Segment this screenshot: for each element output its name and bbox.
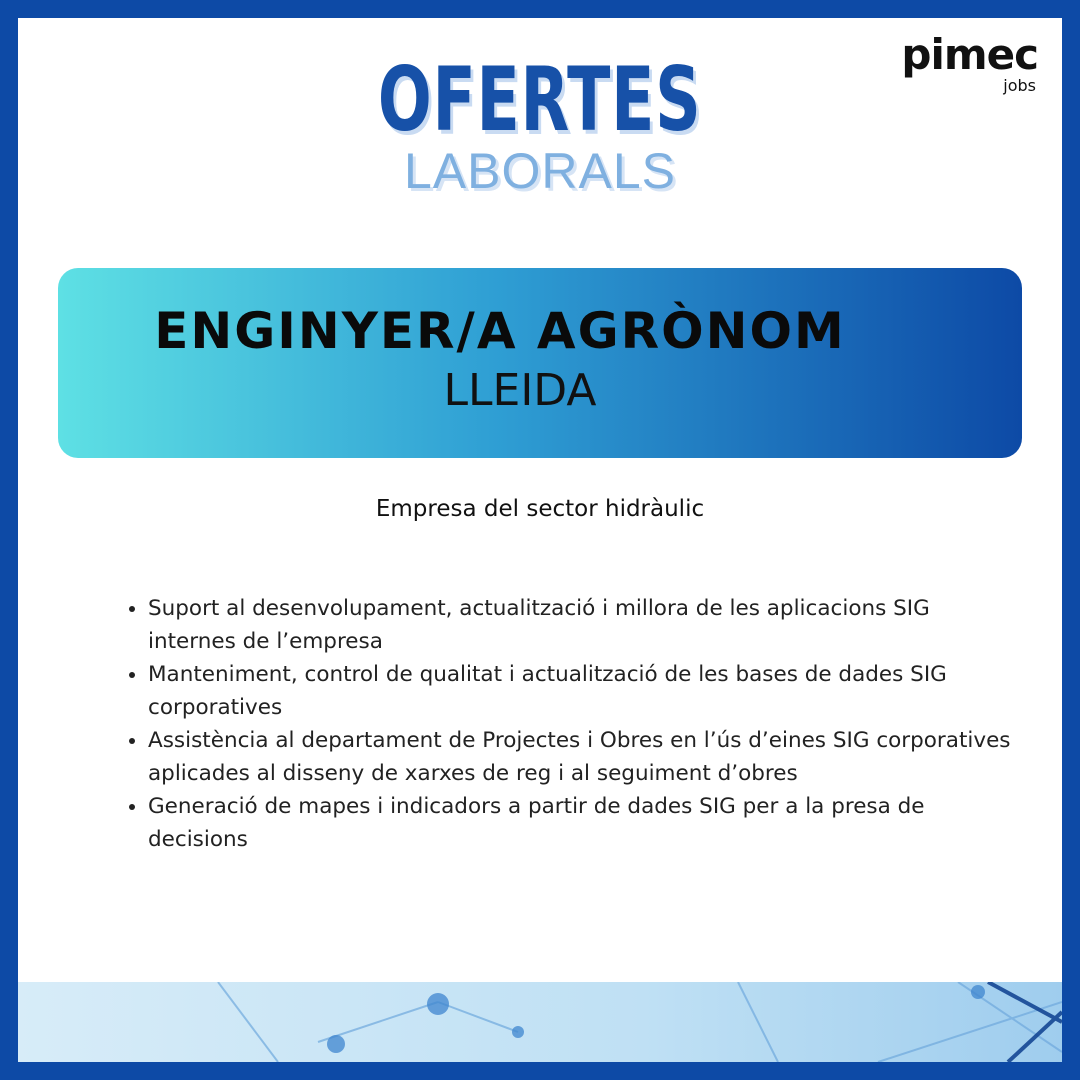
task-item: • Manteniment, control de qualitat i actualització de les bases de dades SIG corporatives bbox=[148, 658, 1018, 724]
heading-title: OFERTES bbox=[378, 48, 702, 151]
task-list bbox=[128, 592, 1018, 856]
task-item: • Assistència al departament de Projectes i Obres en l’ús d’eines SIG corporatives aplicades al disseny de xarxes de reg i al seguiment d’obres bbox=[148, 724, 1018, 790]
heading-subtitle: LABORALS bbox=[403, 143, 676, 199]
logo-main-text: pimec bbox=[901, 30, 1038, 79]
network-graphic bbox=[18, 982, 1062, 1062]
logo-sub-text: jobs bbox=[1003, 76, 1036, 95]
job-banner bbox=[58, 268, 1022, 458]
decorative-network-footer bbox=[18, 982, 1062, 1062]
company-description: Empresa del sector hidràulic bbox=[375, 496, 705, 522]
task-item: • Suport al desenvolupament, actualització i millora de les aplicacions SIG internes de l’empresa bbox=[148, 592, 1018, 658]
task-item: • Generació de mapes i indicadors a partir de dades SIG per a la presa de decisions bbox=[148, 790, 1018, 856]
job-location: LLEIDA bbox=[443, 365, 597, 416]
job-title: ENGINYER/A AGRÒNOM bbox=[154, 302, 846, 360]
